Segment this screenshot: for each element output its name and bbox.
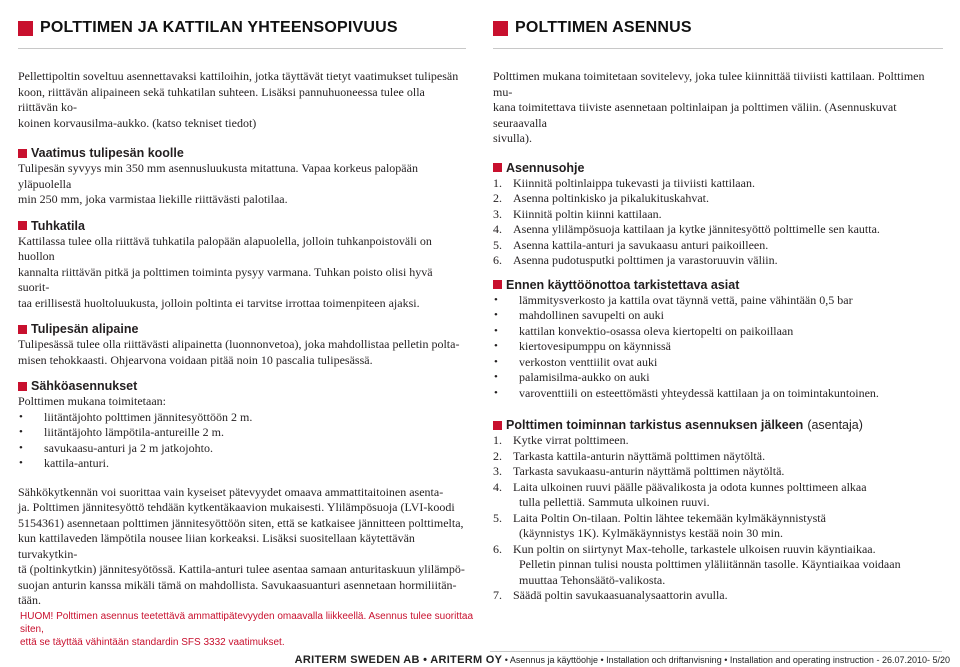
list-item: • mahdollinen savupelti on auki: [493, 308, 943, 324]
list-item: [493, 433, 943, 449]
list-item: • varoventtiili on esteettömästi yhteydessä kattilaan ja on toimintakuntoinen.: [493, 386, 943, 402]
item-number: 7.: [493, 588, 502, 602]
item-text-line: (käynnistys 1K). Kylmäkäynnistys kestää noin 30 min.: [519, 526, 783, 540]
section-alipaine: [18, 321, 466, 368]
text-line: Pellettipoltin soveltuu asennettavaksi kattiloihin, jotka täyttävät tietyt vaatimukset tulipesän: [18, 69, 459, 83]
section-heading: [18, 378, 466, 394]
footer-brand: ARITERM SWEDEN AB • ARITERM OY: [294, 654, 503, 666]
item-text: Asenna ylilämpösuoja kattilaan ja kytke jännitesyöttö polttimelle sen kautta.: [513, 222, 880, 236]
list-item: [493, 191, 943, 207]
item-text: Kytke virrat polttimeen.: [513, 433, 629, 447]
right-header: [493, 8, 943, 49]
list-item: [493, 511, 943, 542]
left-header-title: POLTTIMEN JA KATTILAN YHTEENSOPIVUUS: [40, 19, 398, 36]
bullet-list: [18, 410, 466, 472]
page-footer: [295, 654, 950, 666]
section-heading: [18, 145, 466, 161]
item-text: Asenna poltinkisko ja pikalukituskahvat.: [513, 191, 709, 205]
item-number: 3.: [493, 206, 502, 221]
item-text-line: Kun poltin on siirtynyt Max-teholle, tarkastele ulkoisen ruuvin käyntiaikaa.: [513, 541, 876, 556]
item-text: Säädä poltin savukaasuanalysaattorin avulla.: [513, 588, 728, 602]
text-line: Kattilassa tulee olla riittävä tuhkatila palopään alapuolella, jolloin tuhkanpoistoväli on huollon: [18, 233, 432, 263]
section-heading: [493, 277, 943, 293]
text-line: Polttimen mukana toimitetaan:: [18, 394, 166, 408]
list-item: [493, 588, 943, 604]
item-number: 1.: [493, 175, 502, 190]
text-line: min 250 mm, joka varmistaa liekille riittävästi palotilaa.: [18, 192, 288, 206]
list-item: • palamisilma-aukko on auki: [493, 370, 943, 386]
square-bullet-icon: [18, 221, 27, 230]
warning-note: [20, 610, 480, 649]
text-line: koinen korvausilma-aukko. (katso tekniset tiedot): [18, 115, 257, 130]
right-column: [493, 0, 943, 604]
note-line: HUOM! Polttimen asennus teetettävä ammattipätevyyden omaavalla liikkeellä. Asennus tulee suorittaa siten,: [20, 611, 474, 635]
left-column: [18, 0, 466, 609]
square-bullet-icon: [493, 163, 502, 172]
section-title-suffix: (asentaja): [807, 418, 863, 432]
text-line: tään.: [18, 593, 41, 607]
footer-divider: [490, 651, 942, 652]
footer-text: • Asennus ja käyttöohje • Installation och driftanvisning • Installation and operating instruction - 26.07.2010- 5/20: [502, 655, 950, 665]
list-item: • lämmitysverkosto ja kattila ovat täynnä vettä, paine vähintään 0,5 bar: [493, 293, 943, 309]
text-line: Tulipesässä tulee olla riittävästi alipainetta (luonnonvetoa), joka mahdollistaa pelletin polta-: [18, 337, 460, 351]
item-number: 4.: [493, 222, 502, 236]
text-line: 5154361) asennetaan polttimen jännitesyöttöön siten, että se katkaisee jännitteen polttimelta,: [18, 515, 464, 530]
square-bullet-icon: [18, 325, 27, 334]
section-heading: [493, 417, 943, 433]
list-item: • savukaasu-anturi ja 2 m jatkojohto.: [18, 441, 466, 457]
list-item: [493, 207, 943, 223]
text-line: suojan anturin kanssa mikäli tämä on mahdollista. Savukaasuanturi asennetaan hormiliitän-: [18, 577, 457, 592]
text-line: Polttimen mukana toimitetaan sovitelevy, joka tulee kiinnittää tiiviisti kattilaan. Polttimen mu-: [493, 69, 925, 99]
section-title: Ennen käyttöönottoa tarkistettava asiat: [506, 277, 740, 292]
section-heading: [493, 160, 943, 176]
section-heading: [18, 321, 466, 337]
note-line: että se täyttää vähintään standardin SFS 3332 vaatimukset.: [20, 637, 285, 648]
section-title: Vaatimus tulipesän koolle: [31, 146, 184, 160]
right-intro: [493, 69, 943, 147]
section-title: Sähköasennukset: [31, 379, 138, 393]
list-item: • liitäntäjohto polttimen jännitesyöttöön 2 m.: [18, 410, 466, 426]
text-line: kannalta riittävän pitkä ja polttimen toiminta pysyy varmana. Tuhkan poisto olisi hyvä suorit-: [18, 264, 433, 294]
item-text: Asenna pudotusputki polttimen ja varastoruuvin väliin.: [513, 253, 778, 267]
square-bullet-icon: [18, 21, 33, 36]
item-number: 5.: [493, 237, 502, 252]
list-item: • kattila-anturi.: [18, 456, 466, 472]
bullet-list: [493, 293, 943, 402]
item-text: [513, 511, 826, 542]
text-line: sivulla).: [493, 131, 532, 145]
item-text-line: muuttaa Tehonsäätö-valikosta.: [519, 572, 666, 587]
section-tarkistettavat: [493, 277, 943, 402]
item-number: 1.: [493, 433, 502, 447]
item-number: 6.: [493, 541, 502, 556]
square-bullet-icon: [18, 149, 27, 158]
square-bullet-icon: [493, 421, 502, 430]
item-text: [513, 480, 867, 511]
section-heading: [18, 218, 466, 234]
section-title: Polttimen toiminnan tarkistus asennuksen jälkeen: [506, 418, 804, 432]
item-number: 2.: [493, 191, 502, 205]
item-number: 2.: [493, 448, 502, 463]
list-item: • kiertovesipumppu on käynnissä: [493, 339, 943, 355]
list-item: [493, 253, 943, 269]
item-text: Kiinnitä poltin kiinni kattilaan.: [513, 206, 662, 221]
item-text-line: tulla pellettiä. Sammuta ulkoinen ruuvi.: [519, 495, 710, 509]
left-header: [18, 8, 466, 49]
list-item: • verkoston venttiilit ovat auki: [493, 355, 943, 371]
item-text: Asenna kattila-anturi ja savukaasu anturi paikoilleen.: [513, 237, 769, 252]
text-line: misen tehokkaasti. Ohjearvona voidaan pitää noin 10 pascalia tulipesässä.: [18, 352, 373, 367]
item-text-line: Laita Poltin On-tilaan. Poltin lähtee tekemään kylmäkäynnistystä: [513, 510, 826, 525]
list-item: [493, 480, 943, 511]
item-text-line: Laita ulkoinen ruuvi päälle päävalikosta ja odota kunnes polttimeen alkaa: [513, 479, 867, 494]
right-header-title: POLTTIMEN ASENNUS: [515, 19, 692, 36]
numbered-list: [493, 176, 943, 269]
section-toiminnan-tarkistus: [493, 417, 943, 604]
list-item: [493, 176, 943, 192]
section-sahkoasennukset: [18, 378, 466, 609]
text-line: taa erillisestä huoltoluukusta, jolloin poltinta ei tarvitse irrottaa toimenpiteen ajaksi.: [18, 295, 420, 310]
section-asennusohje: [493, 160, 943, 269]
item-text: Tarkasta savukaasu-anturin näyttämä polttimen näytöltä.: [513, 464, 785, 478]
square-bullet-icon: [493, 21, 508, 36]
text-line: koon, riittävän alipaineen sekä tuhkatilan suhteen. Lisäksi pannuhuoneessa tulee olla riittävän ko-: [18, 84, 425, 114]
item-text: Kiinnitä poltinlaippa tukevasti ja tiiviisti kattilaan.: [513, 175, 755, 190]
list-item: [493, 222, 943, 238]
list-item: • liitäntäjohto lämpötila-antureille 2 m.: [18, 425, 466, 441]
item-text-line: Pelletin pinnan tulisi nousta polttimen yläliitännän tasolle. Käyntiaikaa voidaan: [519, 557, 901, 571]
square-bullet-icon: [493, 280, 502, 289]
section-title: Asennusohje: [506, 160, 585, 175]
list-item: [493, 464, 943, 480]
section-title: Tuhkatila: [31, 218, 85, 233]
square-bullet-icon: [18, 382, 27, 391]
item-number: 3.: [493, 464, 502, 478]
item-number: 5.: [493, 510, 502, 525]
text-line: Tulipesän syvyys min 350 mm asennusluukusta mitattuna. Vapaa korkeus palopään yläpuolella: [18, 161, 418, 191]
left-intro: [18, 69, 466, 131]
text-line: kun kattilaveden lämpötila nousee liian korkeaksi. Lisäksi suositellaan käytettävän turvakytkin-: [18, 531, 415, 561]
item-number: 4.: [493, 479, 502, 494]
item-text: Tarkasta kattila-anturin näyttämä polttimen näytöltä.: [513, 448, 766, 463]
section-title: Tulipesän alipaine: [31, 322, 139, 336]
text-line: ja. Polttimen jännitesyöttö tehdään kytkentäkaavion mukaisesti. Ylilämpösuoja (LVI-koodi: [18, 500, 455, 514]
text-line: tä (poltinkytkin) jännitesyötössä. Kattila-anturi tulee asentaa samaan anturitaskuun ylilämpö-: [18, 562, 465, 576]
section-tuhkatila: [18, 218, 466, 312]
list-item: [493, 238, 943, 254]
list-item: [493, 542, 943, 589]
text-line: Sähkökytkennän voi suorittaa vain kyseiset pätevyydet omaava ammattitaitoinen asenta-: [18, 484, 444, 499]
list-item: • kattilan konvektio-osassa oleva kiertopelti on paikoillaan: [493, 324, 943, 340]
item-number: 6.: [493, 253, 502, 267]
item-text: [513, 542, 901, 589]
section-tulipesan-koko: [18, 145, 466, 208]
numbered-list: [493, 433, 943, 604]
text-line: kana toimitettava tiiviste asennetaan poltinlaipan ja polttimen väliin. (Asennuskuvat seuraavalla: [493, 100, 897, 130]
list-item: [493, 449, 943, 465]
